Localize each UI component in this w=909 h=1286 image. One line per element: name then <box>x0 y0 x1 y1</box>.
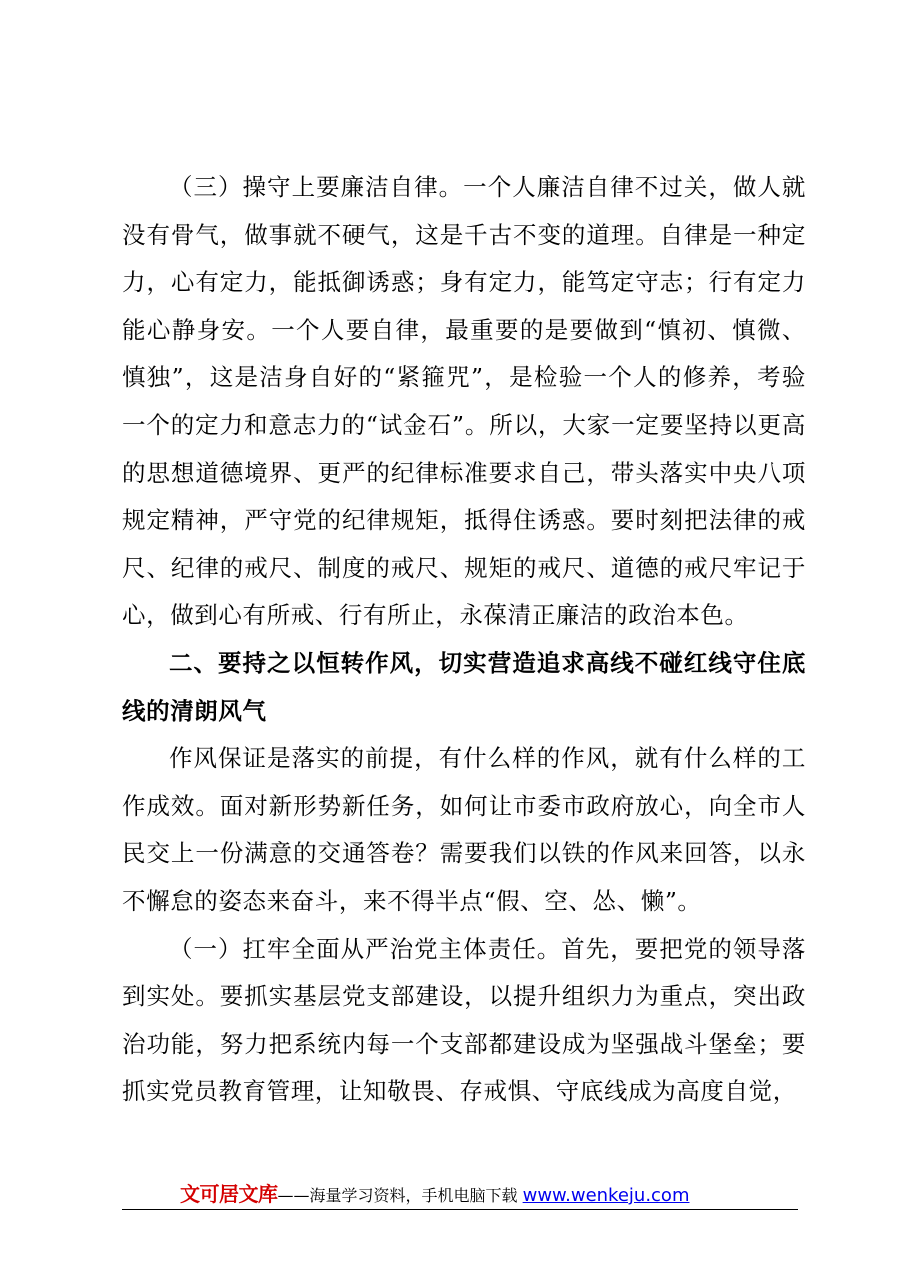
footer-description: 海量学习资料，手机电脑下载 <box>309 1186 518 1205</box>
page-footer <box>180 1178 800 1212</box>
section-heading-work-style: 二、要持之以恒转作风，切实营造追求高线不碰红线守住底线的清朗风气 <box>122 648 806 725</box>
footer-dash: —— <box>277 1186 310 1205</box>
paragraph-self-discipline: （三）操守上要廉洁自律。一个人廉洁自律不过关，做人就没有骨气，做事就不硬气，这是千古不变的道理。自律是一种定力，心有定力，能抵御诱惑；身有定力，能笃定守志；行有定力能心静身安。一个人要自律，最重要的是要做到“慎初、慎微、慎独”，这是洁身自好的“紧箍咒”，是检验一个人的修养，考验一个的定力和意志力的“试金石”。所以，大家一定要坚持以更高的思想道德境界、更严的纪律标准要求自己，带头落实中央八项规定精神，严守党的纪律规矩，抵得住诱惑。要时刻把法律的戒尺、纪律的戒尺、制度的戒尺、规矩的戒尺、道德的戒尺牢记于心，做到心有所戒、行有所止，永葆清正廉洁的政治本色。 <box>122 173 806 630</box>
document-body <box>122 164 806 1116</box>
footer-brand: 文可居文库 <box>180 1182 278 1206</box>
footer-url-link[interactable]: www.wenkeju.com <box>522 1185 690 1206</box>
paragraph-party-responsibility: （一）扛牢全面从严治党主体责任。首先，要把党的领导落到实处。要抓实基层党支部建设，以提升组织力为重点，突出政治功能，努力把系统内每一个支部都建设成为坚强战斗堡垒；要抓实党员教育管理，让知敬畏、存戒惧、守底线成为高度自觉， <box>122 934 806 1106</box>
footer-divider <box>122 1209 798 1210</box>
paragraph-work-style-intro: 作风保证是落实的前提，有什么样的作风，就有什么样的工作成效。面对新形势新任务，如何让市委市政府放心，向全市人民交上一份满意的交通答卷？需要我们以铁的作风来回答，以永不懈怠的姿态来奋斗，来不得半点“假、空、怂、懒”。 <box>122 744 806 915</box>
